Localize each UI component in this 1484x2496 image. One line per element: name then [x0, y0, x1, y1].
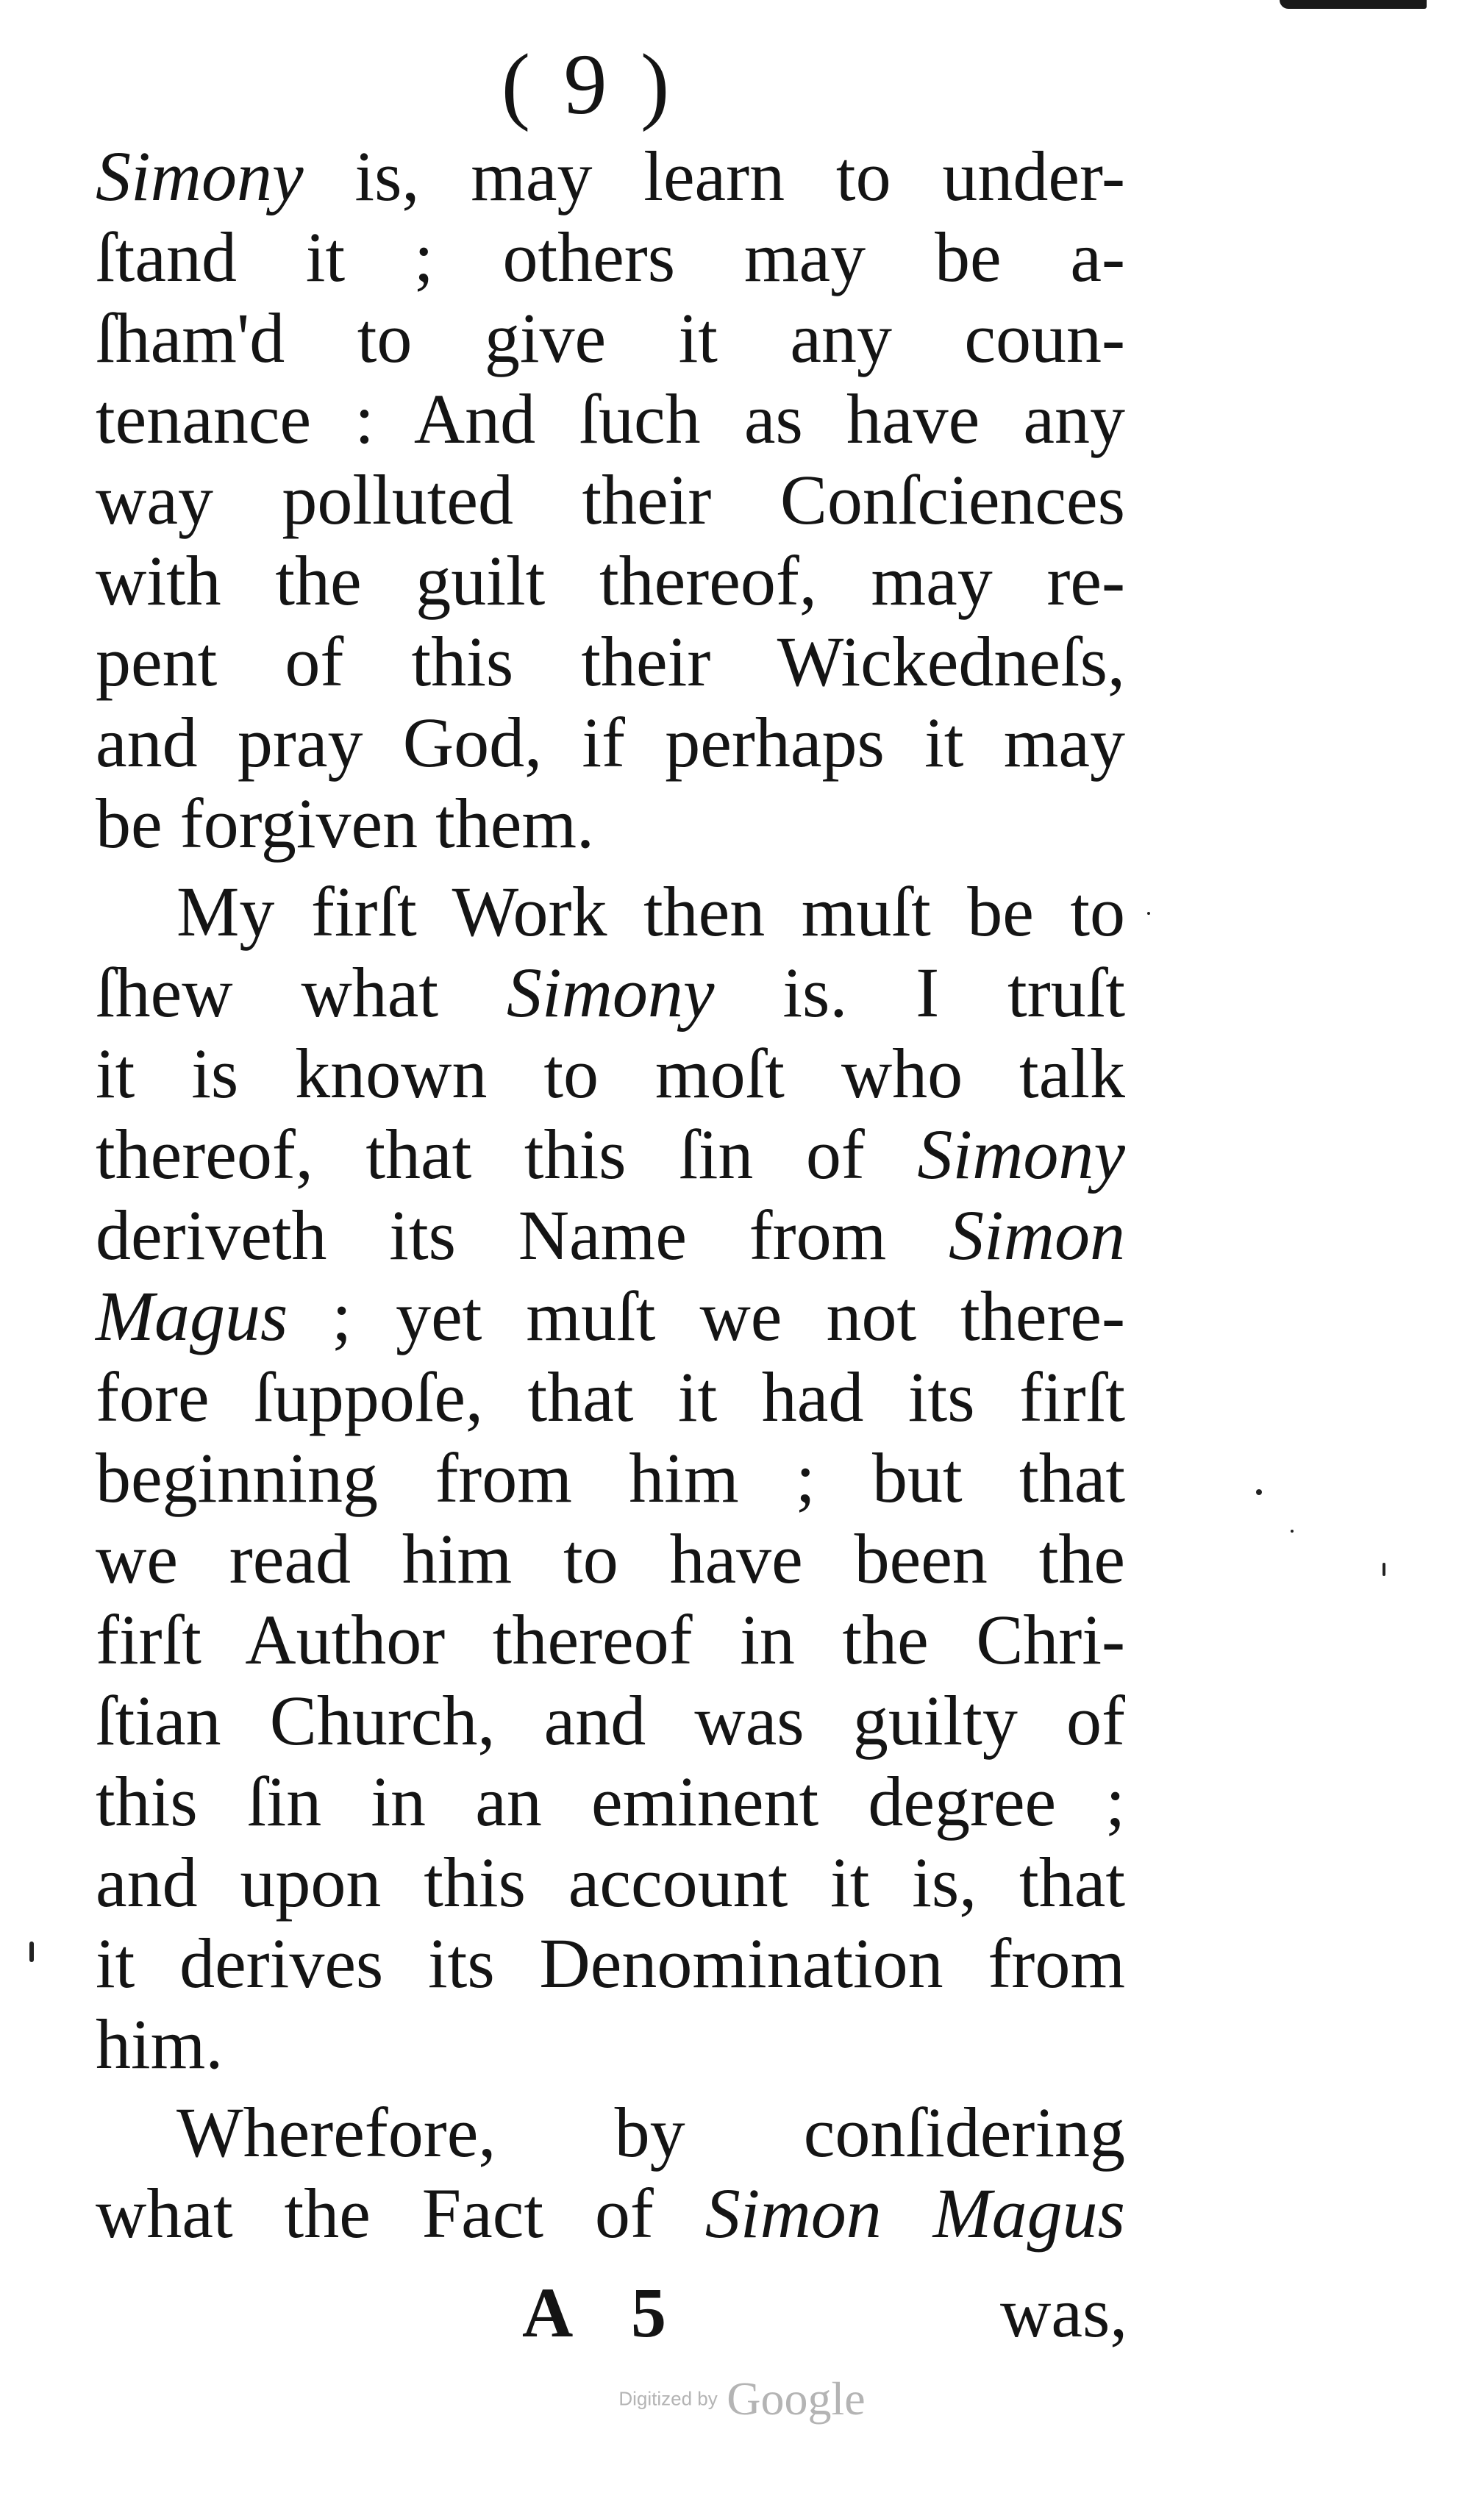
text-line [96, 2004, 1125, 2085]
signature-mark: A 5 [522, 2273, 689, 2352]
italic-word: Magus [96, 1277, 288, 1355]
text-line [96, 1195, 1125, 1276]
text-run: pent of this their Wickedneſs, [96, 622, 1125, 701]
digitized-by-label: Digitized by [618, 2387, 718, 2410]
ink-speck [1147, 912, 1150, 915]
ink-speck [29, 1941, 34, 1962]
catchword: was, [1000, 2273, 1128, 2352]
italic-word: Simony [506, 953, 715, 1032]
text-run: him. [96, 2005, 224, 2083]
body-text [96, 136, 1125, 2254]
text-line [96, 379, 1125, 460]
text-run: be forgiven them. [96, 784, 595, 863]
text-run: way polluted their Conſciences [96, 460, 1125, 539]
text-run: we read him to have been the [96, 1519, 1125, 1598]
italic-word: Simony [917, 1115, 1125, 1194]
text-run: it derives its Denomination from [96, 1924, 1125, 2003]
text-line [96, 783, 1125, 864]
digitized-watermark [0, 2372, 1484, 2426]
text-run: what the Fact of [96, 2174, 705, 2253]
text-line [96, 1923, 1125, 2004]
page-footer [96, 2265, 1199, 2361]
google-logo: Google [727, 2372, 866, 2425]
text-run: and upon this account it is, that [96, 1843, 1125, 1922]
text-run: ; yet muſt we not there- [288, 1277, 1125, 1355]
italic-word: Simon Magus [704, 2174, 1125, 2253]
text-line [96, 136, 1125, 217]
text-run: thereof, that this ſin of [96, 1115, 918, 1194]
text-line [96, 702, 1125, 783]
text-run: tenance : And ſuch as have any [96, 379, 1125, 458]
text-line [96, 871, 1125, 952]
ink-speck [1383, 1563, 1385, 1576]
text-run: is. I truſt [714, 953, 1126, 1032]
text-line [96, 217, 1125, 298]
text-run: ſhew what [96, 953, 507, 1032]
text-line [96, 952, 1125, 1033]
text-run: firſt Author thereof in the Chri- [96, 1600, 1125, 1679]
text-line [96, 1761, 1125, 1842]
text-line [96, 1438, 1125, 1519]
text-line [96, 2173, 1125, 2254]
italic-word: Simon [949, 1196, 1125, 1274]
text-run: with the guilt thereof, may re- [96, 541, 1125, 620]
text-line [96, 1276, 1125, 1357]
text-run: this ſin in an eminent degree ; [96, 1762, 1125, 1841]
text-line [96, 1680, 1125, 1761]
paragraph-gap [96, 864, 1125, 871]
text-run: ſtian Church, and was guilty of [96, 1681, 1125, 1760]
text-run: and pray God, if perhaps it may [96, 703, 1125, 782]
text-run: beginning from him ; but that [96, 1438, 1125, 1517]
text-run: My firſt Work then muſt be to [176, 872, 1125, 951]
text-run: is, may learn to under- [303, 137, 1125, 215]
italic-word: Simony [96, 137, 304, 215]
text-line [96, 2092, 1125, 2173]
text-line [96, 1033, 1125, 1114]
ink-speck [1256, 1489, 1262, 1495]
text-line [96, 298, 1125, 379]
text-line [96, 1600, 1125, 1680]
text-line [96, 1114, 1125, 1195]
text-line [96, 1357, 1125, 1438]
text-line [96, 621, 1125, 702]
page-number: ( 9 ) [501, 36, 676, 132]
text-line [96, 1842, 1125, 1923]
text-run: ſtand it ; others may be a- [96, 218, 1125, 296]
text-run: Wherefore, by conſidering [176, 2093, 1125, 2172]
text-run: ſham'd to give it any coun- [96, 299, 1125, 377]
page-edge-shadow [1280, 0, 1427, 9]
text-run: it is known to moſt who talk [96, 1034, 1125, 1113]
paragraph-gap [96, 2085, 1125, 2092]
text-line [96, 1519, 1125, 1600]
text-run: fore ſuppoſe, that it had its firſt [96, 1358, 1125, 1436]
ink-speck [1291, 1530, 1294, 1533]
text-line [96, 460, 1125, 541]
text-run: deriveth its Name from [96, 1196, 949, 1274]
text-line [96, 541, 1125, 621]
